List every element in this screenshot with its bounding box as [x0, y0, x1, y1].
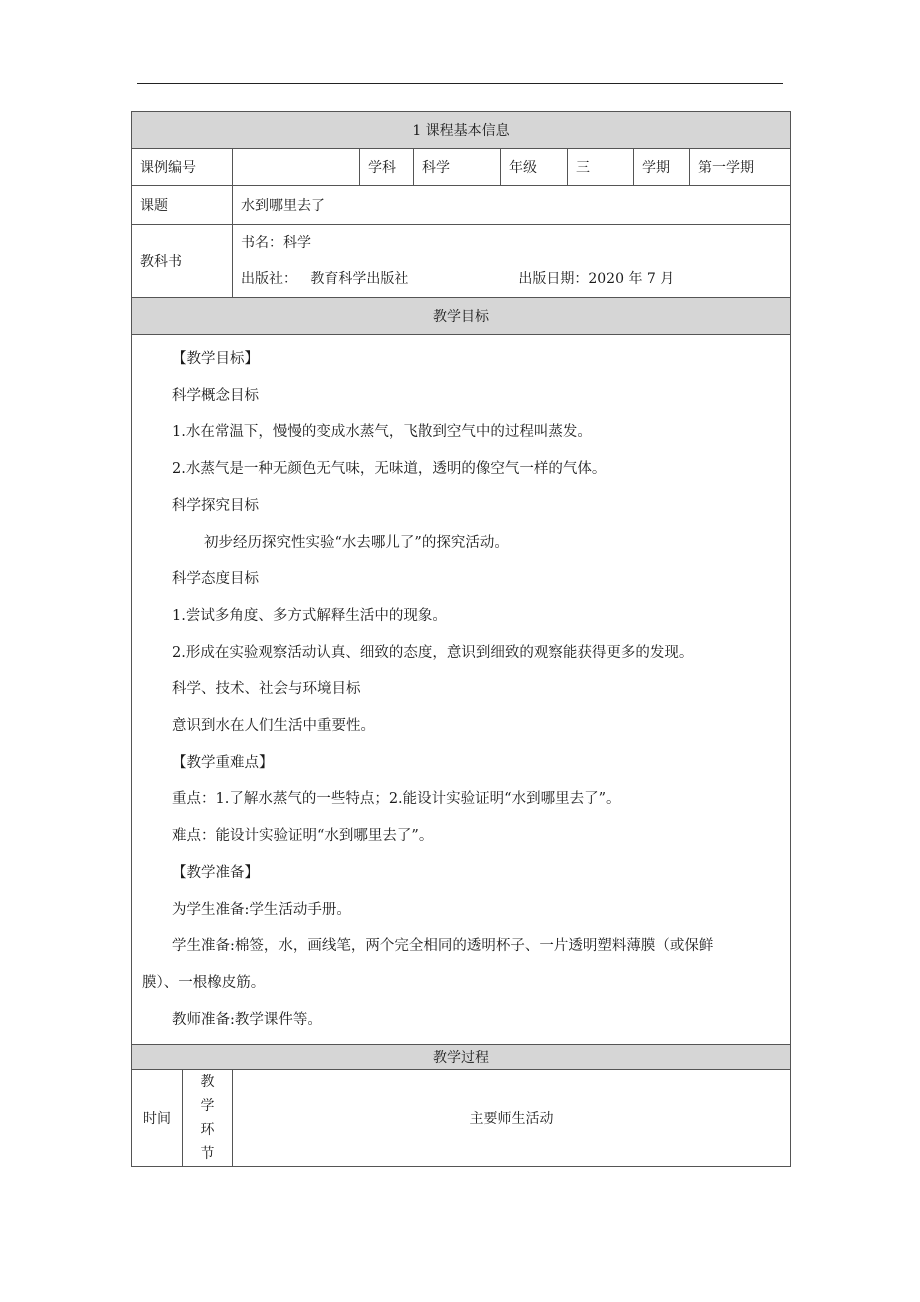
term-label: 学期	[634, 149, 690, 186]
stage-label-char: 环	[200, 1122, 215, 1139]
subject-label: 学科	[360, 149, 414, 186]
textbook-info	[233, 225, 791, 298]
goals-line: 难点：能设计实验证明“水到哪里去了”。	[172, 828, 434, 845]
course-id-label: 课例编号	[132, 149, 233, 186]
grade-label: 年级	[501, 149, 568, 186]
goals-line: 科学态度目标	[172, 571, 259, 588]
goals-line: 重点：1.了解水蒸气的一些特点；2.能设计实验证明“水到哪里去了”。	[172, 791, 621, 808]
process-band: 教学过程	[132, 1045, 791, 1070]
course-id-value	[233, 149, 360, 186]
header-rule	[137, 83, 783, 84]
goals-line: 1.尝试多角度、多方式解释生活中的现象。	[172, 607, 447, 624]
goals-line: 为学生准备:学生活动手册。	[172, 901, 351, 918]
goals-line: 1.水在常温下，慢慢的变成水蒸气，飞散到空气中的过程叫蒸发。	[172, 424, 592, 441]
textbook-label: 教科书	[132, 225, 233, 298]
goals-line: 2.形成在实验观察活动认真、细致的态度，意识到细致的观察能获得更多的发现。	[172, 644, 694, 661]
goals-line: 【教学目标】	[172, 351, 259, 367]
goals-line: 膜）、一根橡皮筋。	[142, 974, 266, 991]
section-title: 1 课程基本信息	[132, 112, 791, 149]
goals-band: 教学目标	[132, 298, 791, 335]
goals-line: 科学概念目标	[172, 387, 259, 404]
publisher-row	[241, 261, 782, 297]
goals-line: 2.水蒸气是一种无颜色无气味，无味道，透明的像空气一样的气体。	[172, 461, 607, 478]
goals-line: 【教学准备】	[172, 864, 259, 881]
topic-label: 课题	[132, 186, 233, 225]
stage-label-char: 节	[200, 1146, 215, 1163]
activity-label: 主要师生活动	[233, 1070, 791, 1167]
topic-value: 水到哪里去了	[233, 186, 791, 225]
term-value: 第一学期	[690, 149, 791, 186]
publication-date: 出版日期：2020 年 7 月	[518, 271, 675, 287]
stage-label-char: 学	[200, 1098, 215, 1115]
stage-label	[183, 1070, 233, 1167]
stage-label-char: 教	[200, 1074, 215, 1091]
goals-line: 教师准备:教学课件等。	[172, 1011, 322, 1028]
subject-value: 科学	[414, 149, 501, 186]
goals-line: 意识到水在人们生活中重要性。	[172, 718, 375, 735]
goals-line: 科学探究目标	[172, 497, 259, 514]
goals-line: 【教学重难点】	[172, 754, 274, 771]
goals-content	[132, 335, 791, 1045]
time-label: 时间	[132, 1070, 183, 1167]
book-name: 书名：科学	[241, 235, 311, 251]
publisher: 出版社： 教育科学出版社	[241, 271, 409, 287]
goals-line: 学生准备:棉签，水，画线笔，两个完全相同的透明杯子、一片透明塑料薄膜（或保鲜	[172, 938, 714, 955]
goals-line: 初步经历探究性实验“水去哪儿了”的探究活动。	[204, 534, 509, 551]
lesson-plan-table	[131, 111, 791, 1167]
goals-line: 科学、技术、社会与环境目标	[172, 681, 361, 698]
grade-value: 三	[568, 149, 634, 186]
